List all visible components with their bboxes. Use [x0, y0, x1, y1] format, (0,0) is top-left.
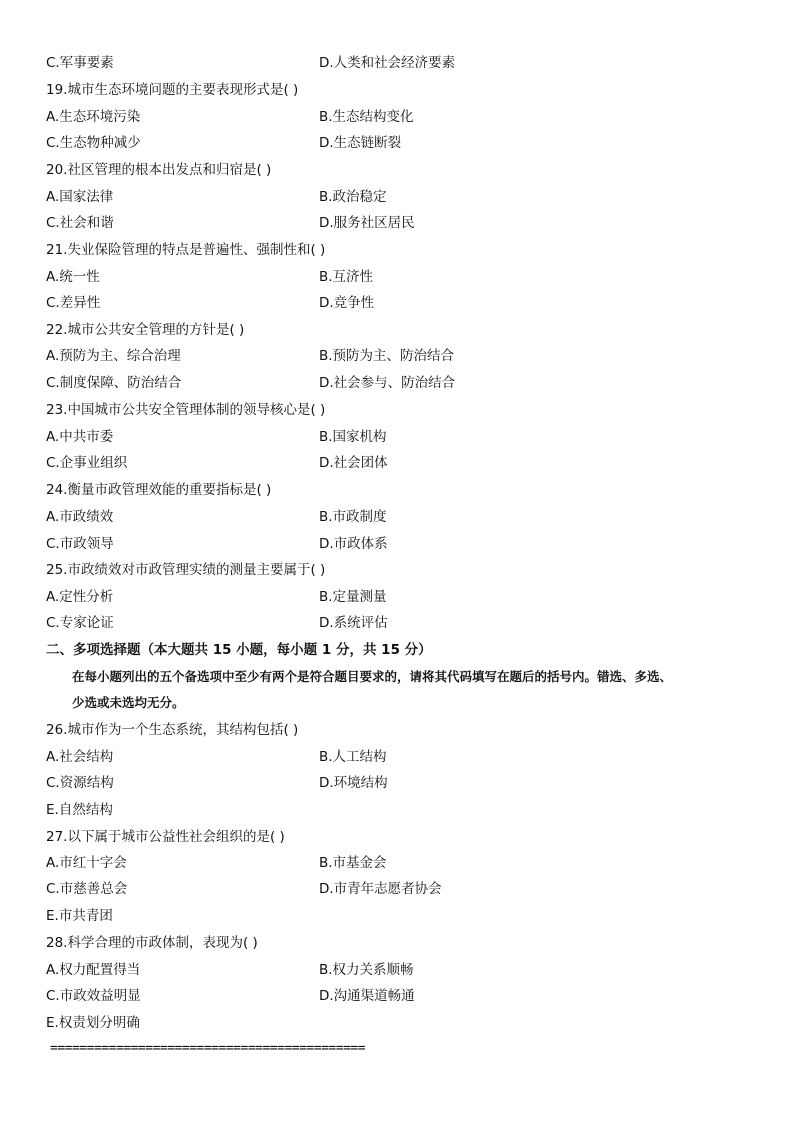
- option-right: B.人工结构: [319, 749, 387, 765]
- option-left: A.定性分析: [46, 589, 114, 605]
- option-right: B.市基金会: [319, 855, 387, 871]
- option-left: A.生态环境污染: [46, 109, 141, 125]
- question-line: 20.社区管理的根本出发点和归宿是( ): [46, 162, 272, 178]
- question-line: 26.城市作为一个生态系统，其结构包括( ): [46, 722, 299, 738]
- option-right: B.生态结构变化: [319, 109, 414, 125]
- question-line: 27.以下属于城市公益性社会组织的是( ): [46, 829, 285, 845]
- option-left: C.资源结构: [46, 775, 114, 791]
- option-left: C.制度保障、防治结合: [46, 375, 182, 391]
- question-line: 21.失业保险管理的特点是普遍性、强制性和( ): [46, 242, 326, 258]
- option-right: D.人类和社会经济要素: [319, 55, 456, 71]
- option-right: D.环境结构: [319, 775, 388, 791]
- option-right: B.预防为主、防治结合: [319, 348, 455, 364]
- option-left: C.市政效益明显: [46, 988, 141, 1004]
- option-left: A.统一性: [46, 269, 100, 285]
- option-right: D.市政体系: [319, 536, 388, 552]
- question-line: 22.城市公共安全管理的方针是( ): [46, 322, 245, 338]
- option-left: A.中共市委: [46, 429, 114, 445]
- option-left: A.市红十字会: [46, 855, 127, 871]
- option-right: D.系统评估: [319, 615, 388, 631]
- question-line: E.自然结构: [46, 802, 113, 818]
- option-left: C.社会和谐: [46, 215, 114, 231]
- option-right: D.服务社区居民: [319, 215, 415, 231]
- option-right: B.国家机构: [319, 429, 387, 445]
- option-right: D.社会团体: [319, 455, 388, 471]
- option-left: A.社会结构: [46, 749, 114, 765]
- option-right: D.沟通渠道畅通: [319, 988, 415, 1004]
- question-line: E.权责划分明确: [46, 1015, 140, 1031]
- question-line: 25.市政绩效对市政管理实绩的测量主要属于( ): [46, 562, 326, 578]
- question-line: 19.城市生态环境问题的主要表现形式是( ): [46, 82, 299, 98]
- section-instructions: 在每小题列出的五个备选项中至少有两个是符合题目要求的，请将其代码填写在题后的括号内。错选、多选、: [72, 669, 673, 684]
- option-right: D.社会参与、防治结合: [319, 375, 456, 391]
- separator-line: ===========================================: [50, 1041, 366, 1056]
- option-left: C.生态物种减少: [46, 135, 141, 151]
- question-line: E.市共青团: [46, 908, 113, 924]
- option-left: A.市政绩效: [46, 509, 114, 525]
- section-instructions: 少选或未选均无分。: [72, 695, 185, 710]
- option-left: C.军事要素: [46, 55, 114, 71]
- option-left: C.专家论证: [46, 615, 114, 631]
- option-left: A.国家法律: [46, 189, 114, 205]
- option-right: B.市政制度: [319, 509, 387, 525]
- option-right: D.竞争性: [319, 295, 375, 311]
- question-line: 28.科学合理的市政体制，表现为( ): [46, 935, 258, 951]
- option-left: C.差异性: [46, 295, 101, 311]
- option-left: C.市慈善总会: [46, 881, 128, 897]
- option-right: B.政治稳定: [319, 189, 387, 205]
- option-left: A.权力配置得当: [46, 962, 141, 978]
- option-right: B.互济性: [319, 269, 374, 285]
- option-left: C.企事业组织: [46, 455, 128, 471]
- option-right: D.市青年志愿者协会: [319, 881, 442, 897]
- option-right: B.权力关系顺畅: [319, 962, 414, 978]
- option-left: C.市政领导: [46, 536, 114, 552]
- option-right: D.生态链断裂: [319, 135, 402, 151]
- question-line: 23.中国城市公共安全管理体制的领导核心是( ): [46, 402, 326, 418]
- question-line: 24.衡量市政管理效能的重要指标是( ): [46, 482, 272, 498]
- option-right: B.定量测量: [319, 589, 387, 605]
- section-heading: 二、多项选择题（本大题共 15 小题，每小题 1 分，共 15 分）: [46, 642, 432, 658]
- option-left: A.预防为主、综合治理: [46, 348, 181, 364]
